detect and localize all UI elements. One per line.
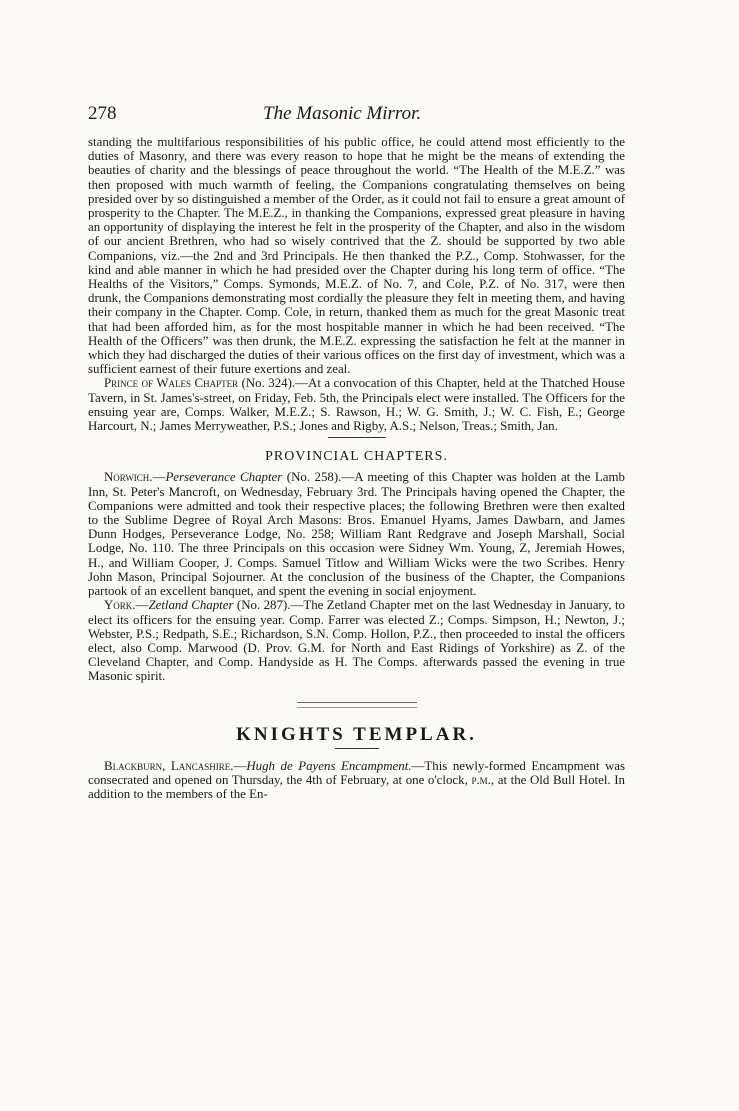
lead-prince-of-wales: Prince of Wales Chapter (104, 376, 239, 391)
body-norwich: (No. 258).—A meeting of this Chapter was holden at the Lamb Inn, St. Peter's Mancroft, on Wednesday, February 3rd. The Principals having opened the Chapter, the Companions were admitted and took their respective places; the following Brethren were then exalted to the Sublime Degree of Royal Arch Masons: Bros. Emanuel Hyams, James Dawbarn, and James Dunn Hodges, Perseverance Lodge, No. 258; William Rant Redgrave and Joseph Marshall, Social Lodge, No. 110. The three Principals on this occasion were Sidney Wm. Young, Z, Jeremiah Howes, H., and William Cooper, J. Comps. Samuel Titlow and William Wicks were the two Scribes. Henry John Mason, Principal Sojourner. At the conclusion of the business of the Chapter, the Companions partook of an excellent banquet, and spent the evening in social enjoyment. (88, 470, 625, 599)
lead-blackburn: Blackburn, Lancashire. (104, 758, 234, 773)
encampment-name: Hugh de Payens Encampment. (246, 758, 412, 773)
dash: — (135, 598, 149, 613)
dash: — (152, 470, 166, 485)
section-divider (328, 437, 386, 438)
section-title-provincial: PROVINCIAL CHAPTERS. (265, 449, 448, 465)
paragraph-prince-of-wales (88, 376, 625, 433)
paragraph-norwich (88, 470, 625, 598)
article-body (88, 135, 625, 801)
title-underline (335, 748, 379, 749)
ornament-divider (297, 702, 417, 708)
body-blackburn: —This newly-formed Encampment was consecrated and opened on Thursday, the 4th of February, at one o'clock, (88, 758, 625, 787)
lead-york: York. (104, 598, 136, 613)
time-suffix: p.m. (471, 772, 491, 787)
paragraph-continuation: standing the multifarious responsibilities of his public office, he could attend most efficiently to the duties of Masonry, and there was every reason to hope that he might be the means of extending the beauties of charity and the blessings of peace throughout the world. “The Health of the M.E.Z.” was then proposed with much warmth of feeling, the Companions congratulating themselves on being presided over by so distinguished a member of the Order, as it could not fail to ensure a great amount of prosperity to the Chapter. The M.E.Z., in thanking the Companions, expressed great pleasure in having an opportunity of displaying the interest he felt in the prosperity of the Chapter, and also in the wisdom of our ancient Brethren, who had so wisely contrived that the Z. should be supported by two able Companions, viz.—the 2nd and 3rd Principals. He then thanked the P.Z., Comp. Stohwasser, for the kind and able manner in which he had presided over the Chapter during his long term of office. “The Healths of the Visitors,” Comps. Symonds, M.E.Z. of No. 7, and Cole, P.Z. of No. 317, were then drunk, the Companions demonstrating most cordially the pleasure they felt in meeting them, and having their company in the Chapter. Comp. Cole, in return, thanked them as much for the great Masonic treat that had been afforded him, as for the most hospitable manner in which he had been received. “The Health of the Officers” was then drunk, the M.E.Z. expressing the satisfaction he felt at the manner in which they had discharged the duties of their various offices on the first day of investment, which was a sufficient earnest of their future exertions and zeal. (88, 135, 625, 377)
body-prince-of-wales: (No. 324).—At a convocation of this Chapter, held at the Thatched House Tavern, in St. James's-street, on Friday, Feb. 5th, the Principals elect were installed. The Officers for the ensuing year are, Comps. Walker, M.E.Z.; S. Rawson, H.; W. G. Smith, J.; W. C. Fish, E.; George Harcourt, N.; James Merryweather, P.S.; Jones and Rigby, A.S.; Nelson, Treas.; Smith, Jan. (88, 376, 625, 434)
page-number: 278 (88, 103, 117, 124)
chapter-name-perseverance: Perseverance Chapter (165, 470, 283, 485)
running-title: The Masonic Mirror. (263, 103, 422, 124)
section-title-knights-templar: KNIGHTS TEMPLAR. (236, 723, 477, 745)
paragraph-blackburn (88, 759, 625, 802)
paragraph-york (88, 598, 625, 683)
chapter-name-zetland: Zetland Chapter (148, 598, 234, 613)
dash: — (233, 758, 247, 773)
lead-norwich: Norwich. (104, 470, 153, 485)
body-blackburn-tail: , at the Old Bull Hotel. In addition to the members of the En- (88, 772, 625, 802)
page-header (88, 103, 625, 131)
body-york: (No. 287).—The Zetland Chapter met on the last Wednesday in January, to elect its officers for the ensuing year. Comp. Farrer was elected Z.; Comps. Simpson, H.; Newton, J.; Webster, P.S.; Redpath, S.E.; Richardson, S.N. Comp. Hollon, P.Z., then proceeded to instal the officers elect, also Comp. Marwood (D. Prov. G.M. for North and East Ridings of Yorkshire) as Z. of the Cleveland Chapter, and Comp. Handyside as H. The Comps. afterwards passed the evening in true Masonic spirit. (88, 598, 625, 684)
